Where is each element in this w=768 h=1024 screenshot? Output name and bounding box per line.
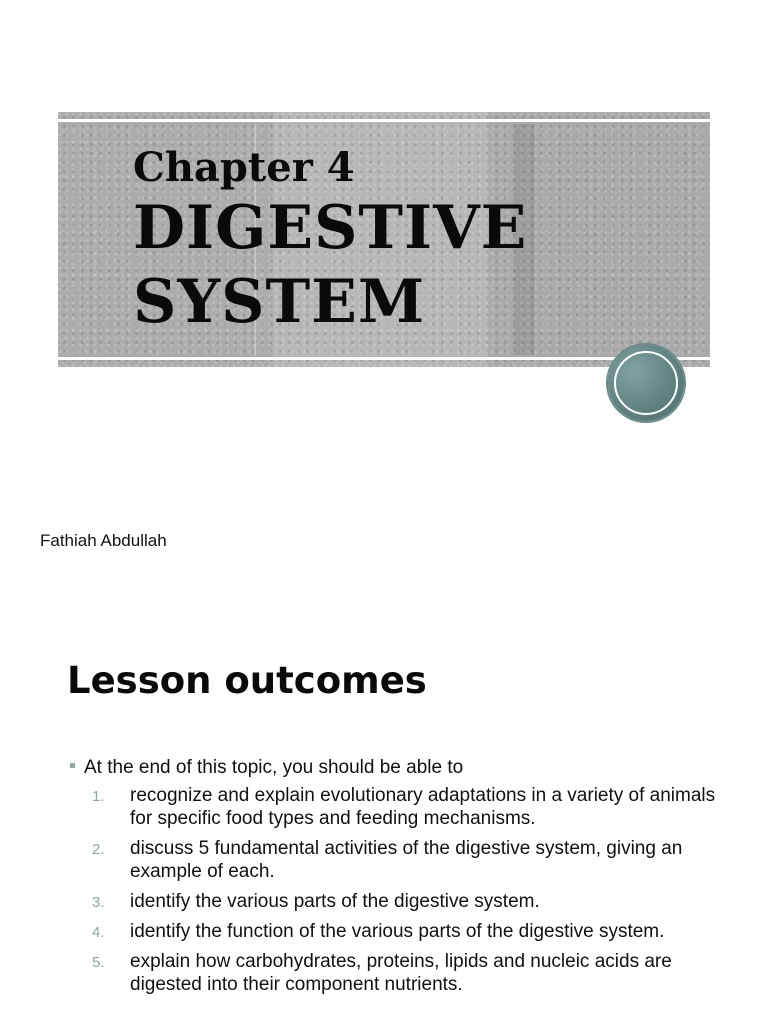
slide-title-line-2: SYSTEM bbox=[133, 267, 426, 337]
slide-title-line-1: DIGESTIVE bbox=[133, 193, 528, 263]
decorative-medallion-icon bbox=[608, 345, 684, 421]
outcome-item bbox=[92, 890, 732, 913]
chapter-label: Chapter 4 bbox=[133, 144, 355, 191]
outcome-item bbox=[92, 950, 732, 996]
outcome-number: 3. bbox=[92, 894, 105, 911]
outcome-text: explain how carbohydrates, proteins, lipids and nucleic acids are digested into their component nutrients. bbox=[130, 951, 672, 995]
outcome-number: 1. bbox=[92, 788, 105, 805]
outcome-item bbox=[92, 920, 732, 943]
outcome-number: 5. bbox=[92, 954, 105, 971]
outcomes-intro-text: At the end of this topic, you should be able to bbox=[84, 757, 464, 778]
outcome-number: 4. bbox=[92, 924, 105, 941]
title-banner bbox=[58, 112, 710, 367]
outcome-text: identify the various parts of the digestive system. bbox=[130, 891, 540, 912]
outcomes-intro bbox=[70, 757, 463, 779]
banner-bottom-rule bbox=[58, 357, 710, 360]
banner-top-rule bbox=[58, 119, 710, 122]
outcome-text: recognize and explain evolutionary adaptations in a variety of animals for specific food types and feeding mechanisms. bbox=[130, 785, 716, 829]
square-bullet-icon bbox=[70, 763, 75, 768]
outcome-item bbox=[92, 837, 732, 883]
outcomes-heading: Lesson outcomes bbox=[67, 659, 427, 702]
outcome-text: discuss 5 fundamental activities of the digestive system, giving an example of each. bbox=[130, 838, 683, 882]
outcomes-list bbox=[92, 784, 732, 1003]
author-name: Fathiah Abdullah bbox=[40, 531, 167, 550]
outcome-text: identify the function of the various parts of the digestive system. bbox=[130, 921, 665, 942]
outcome-number: 2. bbox=[92, 841, 105, 858]
outcome-item bbox=[92, 784, 732, 830]
